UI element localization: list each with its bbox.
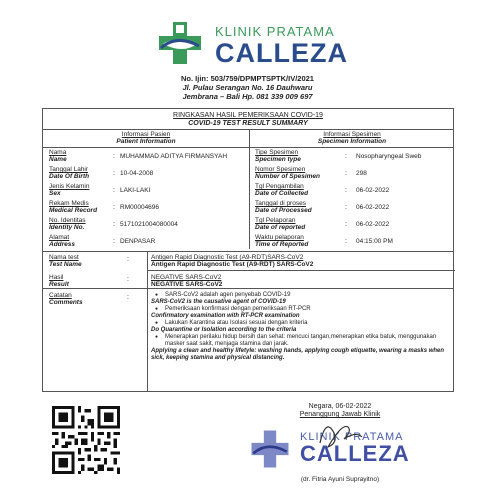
divider (43, 129, 453, 130)
medical-record-value: RM00004696 (120, 204, 160, 211)
identity-no-value: 5171021004080004 (120, 221, 178, 228)
specimen-type-value: Nosopharyngeal Sweb (356, 153, 422, 160)
medical-cross-icon (155, 18, 205, 68)
specimen-section-title (249, 131, 455, 145)
field-medical-record: Rekam Medis Medical Record (49, 200, 98, 214)
specimen-section-en: Specimen Information (317, 138, 387, 145)
signatory-role: Penanggung Jawab Klinik (299, 411, 381, 418)
doc-title-id: RINGKASAN HASIL PEMERIKSAAN COVID-19 (173, 112, 323, 119)
field-address: Alamat Address (49, 234, 76, 248)
patient-section-id: Informasi Pasien (121, 131, 171, 138)
specimen-section-id: Informasi Spesimen (323, 131, 381, 138)
field-time-reported: Waktu pelaporan Time of Reported (255, 234, 309, 248)
patient-section-en: Patient Information (116, 138, 176, 145)
dob-value: 10-04-2008 (120, 170, 154, 177)
stamp-cross-icon (248, 427, 292, 471)
signature-block (240, 403, 440, 493)
date-reported-value: 06-02-2022 (356, 221, 390, 228)
comment-item: ● Lakukan Karantina atau Isolasi sesuai dengan kriteria (151, 320, 451, 327)
field-name: Nama Name (49, 149, 67, 163)
divider (147, 270, 455, 271)
field-identity-no: No. Identitas Identity No. (49, 217, 86, 231)
sex-value: LAKI-LAKI (120, 187, 151, 194)
logo-text-top: KLINIK PRATAMA (215, 24, 335, 39)
license-number: No. Ijin: 503/759/DPMPTSPTK/IV/2021 (181, 74, 314, 83)
divider (43, 251, 453, 252)
comment-item: ● Menerapkan perilaku hidup bersih dan sehat: mencuci tangan,menerapkan etika batuk, menggunakan masker saat sakit, menjaga stamina dan jarak. (151, 334, 451, 348)
patient-name-value: MUHAMMAD ADITYA FIRMANSYAH (120, 153, 228, 160)
stamp-text-main: CALLEZA (300, 441, 410, 466)
field-date-collected: Tgl Pengambilan Date of Collected (255, 183, 309, 197)
divider (43, 288, 453, 289)
field-result: Hasil Result (49, 274, 69, 288)
field-specimen-type: Tipe Spesimen Specimen type (255, 149, 301, 163)
doc-title-en: COVID-19 TEST RESULT SUMMARY (188, 120, 308, 127)
stamp-text-top: KLINIK PRATAMA (300, 431, 404, 443)
comment-item: ● SARS-CoV2 adalah agen penyebab COVID-19 (151, 292, 451, 299)
column-divider (147, 251, 148, 392)
comments-list (151, 292, 451, 362)
patient-section-title (43, 131, 249, 145)
signatory-name: (dr. Fitria Ayuni Suprayitno) (300, 476, 380, 483)
qr-code-icon (52, 406, 120, 474)
result-value: NEGATIVE SARS-CoV2 NEGATIVE SARS-CoV2 (151, 274, 223, 288)
field-dob: Tanggal Lahir Date Of Birth (49, 166, 90, 180)
comment-item-en: SARS-CoV2 is the causative agent of COVID-19 (151, 299, 286, 305)
address-value: DENPASAR (120, 238, 156, 245)
field-sex: Jenis Kelamin Sex (49, 183, 90, 197)
field-date-reported: Tgl Pelaporan Date of reported (255, 217, 306, 231)
field-test-name: Nama test Test Name (49, 254, 82, 268)
field-date-processed: Tanggal di proses Date of Processed (255, 200, 312, 214)
clinic-phone: Jembrana – Bali Hp. 081 339 009 697 (182, 92, 313, 101)
field-comments: Catatan Comments (49, 292, 83, 306)
comment-item: ● Pemeriksaan konfirmasi dengan pemeriksaan RT-PCR (151, 306, 451, 313)
place-date: Negara, 06-02-2022 (308, 403, 372, 410)
test-name-value: Antigen Rapid Diagnostic Test (A9-RDT)SARS-CoV2 Antigen Rapid Diagnostic Test (A9-RDT) SARS-CoV2 (151, 254, 314, 268)
letterhead (0, 0, 495, 100)
clinic-logo (155, 18, 348, 70)
date-collected-value: 06-02-2022 (356, 187, 390, 194)
specimen-number-value: 298 (356, 170, 367, 177)
comment-item-en: Applying a clean and healthy lifetyle: washing hands, applying cough etiquette, wearing a masks when sick, keeping stamina and physical distancing. (151, 348, 445, 361)
date-processed-value: 06-02-2022 (356, 204, 390, 211)
result-summary-box: RINGKASAN HASIL PEMERIKSAAN COVID-19 COVID-19 TEST RESULT SUMMARY Informasi Pasien Patient Information Informasi Spesimen Specimen Information Nama Name : MUHAMMAD ADITYA FIRMANSYAH Tanggal Lahir Date Of Birth : 10-04-2008 Jenis Kelamin Sex : LAKI-LAKI Rekam Medis Medical Record : RM00004696 No. Identitas Identity No. : 5171021004080004 Alamat Address : DENPASAR Tipe Spesimen Specimen type : Nosopharyngeal Sweb Nomor Spesimen Number of Spesimen : 298 Tgl Pengambilan Date of Collected : 06-02-2022 Tanggal di proses Date of Processed : 06-02-2022 Tgl Pelaporan Date of reported : 06-02-2022 Waktu pelaporan Time of Reported : 04:15:00 PM Nama test Test Name : Antigen Rapid Diagnostic Test (A9-RDT)SARS-CoV2 Antigen Rapid Diagnostic Test (A9-RDT) SARS-CoV2 Hasil Result : NEGATIVE SARS-CoV2 NEGATIVE SARS-CoV2 Catatan Comments : ● SARS-CoV2 adalah agen penyebab COVID-19 SARS-CoV2 is the causative agent of COVID-19 ● Pemeriksaan konfirmasi dengan pemeriksaan RT-PCR Confirmatory examination with RT-PCR examination ● Lakukan Karantina atau Isolasi sesuai dengan kriteria Do Quarantine or Isolation according to the criteria ● Menerapkan perilaku hidup bersih dan sehat: mencuci tangan,menerapkan etika batuk, menggunakan masker saat sakit, menjaga stamina dan jarak. Applying a clean and healthy lifetyle: washing hands, applying cough etiquette, wearing a masks when sick, keeping stamina and physical distancing. (42, 108, 454, 392)
time-reported-value: 04:15:00 PM (356, 238, 393, 245)
comment-item-en: Confirmatory examination with RT-PCR examination (151, 313, 300, 319)
comment-item-en: Do Quarantine or Isolation according to the criteria (151, 327, 297, 333)
logo-text-main: CALLEZA (215, 38, 348, 68)
clinic-address: Jl. Pulau Serangan No. 16 Dauhwaru (182, 83, 313, 92)
field-specimen-number: Nomor Spesimen Number of Spesimen (255, 166, 321, 180)
handwritten-signature-icon (310, 413, 370, 457)
divider (43, 147, 453, 148)
column-divider (249, 129, 250, 249)
